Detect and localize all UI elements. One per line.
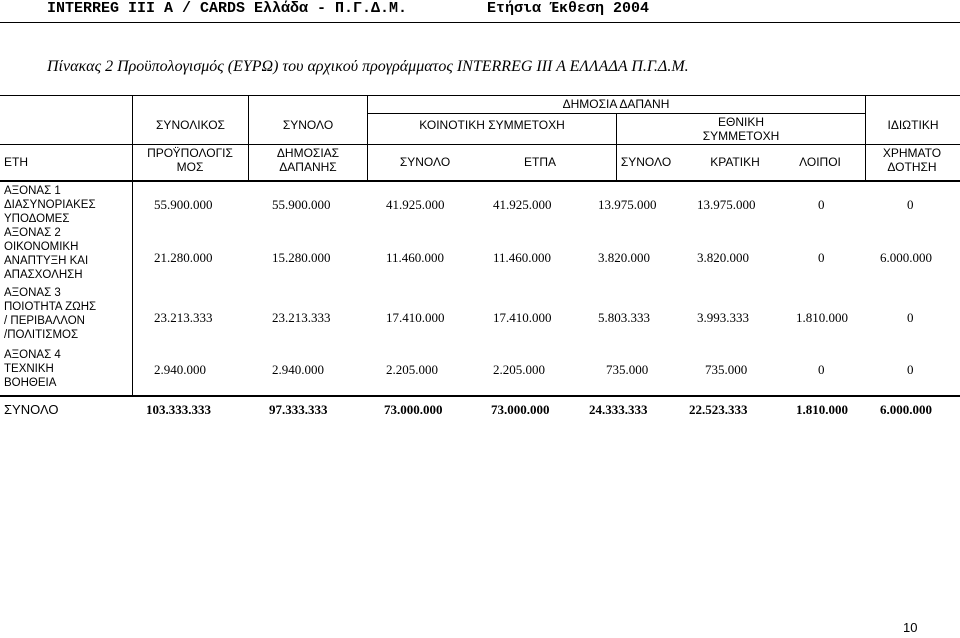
cell-private: 0 <box>907 362 914 377</box>
cell-private: 0 <box>907 197 914 212</box>
cell-grand-total: 21.280.000 <box>154 250 213 265</box>
grid-line <box>132 95 133 396</box>
cell-state: 735.000 <box>705 362 748 377</box>
cell-other: 1.810.000 <box>796 310 848 325</box>
total-etpa: 73.000.000 <box>491 402 550 417</box>
cell-other: 0 <box>818 197 825 212</box>
total-label: ΣΥΝΟΛΟ <box>4 402 59 417</box>
grand-total-header-bottom: ΠΡΟΫΠΟΛΟΓΙΣ ΜΟΣ <box>147 146 233 174</box>
cell-community-total: 17.410.000 <box>386 310 445 325</box>
cell-grand-total: 2.940.000 <box>154 362 206 377</box>
cell-etpa: 17.410.000 <box>493 310 552 325</box>
grand-total-header-top: ΣΥΝΟΛΙΚΟΣ <box>156 118 225 132</box>
table-caption: Πίνακας 2 Προϋπολογισμός (ΕΥΡΩ) του αρχικού προγράμματος INTERREG III A ΕΛΛΑΔΑ Π.Γ.Δ.Μ. <box>47 58 689 75</box>
page-header <box>0 0 960 20</box>
public-total-header-bottom: ΔΗΜΟΣΙΑΣ ΔΑΠΑΝΗΣ <box>276 146 340 174</box>
total-state: 22.523.333 <box>689 402 748 417</box>
cell-state: 13.975.000 <box>697 197 756 212</box>
cell-etpa: 41.925.000 <box>493 197 552 212</box>
etpa-header: ΕΤΠΑ <box>523 155 556 169</box>
cell-public-total: 23.213.333 <box>272 310 331 325</box>
cell-etpa: 2.205.000 <box>493 362 545 377</box>
cell-national-total: 735.000 <box>606 362 649 377</box>
row-label: ΑΞΟΝΑΣ 3 ΠΟΙΟΤΗΤΑ ΖΩΗΣ / ΠΕΡΙΒΑΛΛΟΝ /ΠΟΛΙΤΙΣΜΟΣ <box>4 287 97 341</box>
cell-national-total: 5.803.333 <box>598 310 650 325</box>
grid-line <box>616 113 617 181</box>
sub-total-1-header: ΣΥΝΟΛΟ <box>399 155 451 169</box>
row-label: ΑΞΟΝΑΣ 1 ΔΙΑΣΥΝΟΡΙΑΚΕΣ ΥΠΟΔΟΜΕΣ <box>4 185 96 225</box>
cell-etpa: 11.460.000 <box>493 250 552 265</box>
total-national-total: 24.333.333 <box>589 402 648 417</box>
cell-grand-total: 55.900.000 <box>154 197 213 212</box>
grid-line <box>0 95 960 96</box>
grid-line <box>0 180 960 182</box>
total-private: 6.000.000 <box>880 402 932 417</box>
state-header: ΚΡΑΤΙΚΗ <box>710 155 760 169</box>
cell-grand-total: 23.213.333 <box>154 310 213 325</box>
row-label: ΑΞΟΝΑΣ 2 ΟΙΚΟΝΟΜΙΚΗ ΑΝΑΠΤΥΞΗ ΚΑΙ ΑΠΑΣΧΟΛΗΣΗ <box>4 227 89 281</box>
cell-state: 3.993.333 <box>697 310 749 325</box>
public-total-header-top: ΣΥΝΟΛΟ <box>282 118 334 132</box>
cell-public-total: 55.900.000 <box>272 197 331 212</box>
cell-private: 0 <box>907 310 914 325</box>
cell-state: 3.820.000 <box>697 250 749 265</box>
grid-line <box>367 113 865 114</box>
sub-total-2-header: ΣΥΝΟΛΟ <box>620 155 672 169</box>
public-spending-group-header: ΔΗΜΟΣΙΑ ΔΑΠΑΝΗ <box>562 97 670 111</box>
cell-other: 0 <box>818 250 825 265</box>
private-header: ΙΔΙΩΤΙΚΗ <box>887 118 939 132</box>
page-number: 10 <box>903 620 918 635</box>
cell-national-total: 13.975.000 <box>598 197 657 212</box>
header-left: INTERREG III A / CARDS Ελλάδα - Π.Γ.Δ.Μ. <box>47 0 408 17</box>
cell-national-total: 3.820.000 <box>598 250 650 265</box>
total-community-total: 73.000.000 <box>384 402 443 417</box>
cell-community-total: 11.460.000 <box>386 250 445 265</box>
cell-community-total: 41.925.000 <box>386 197 445 212</box>
grid-line <box>248 95 249 181</box>
cell-private: 6.000.000 <box>880 250 932 265</box>
cell-public-total: 2.940.000 <box>272 362 324 377</box>
financing-header: ΧΡΗΜΑΤΟ ΔΟΤΗΣΗ <box>882 146 942 174</box>
grid-line <box>0 395 960 397</box>
header-rule <box>0 22 960 23</box>
cell-public-total: 15.280.000 <box>272 250 331 265</box>
total-grand-total: 103.333.333 <box>146 402 211 417</box>
row-label: ΑΞΟΝΑΣ 4 ΤΕΧΝΙΚΗ ΒΟΗΘΕΙΑ <box>4 349 61 389</box>
cell-community-total: 2.205.000 <box>386 362 438 377</box>
cell-other: 0 <box>818 362 825 377</box>
total-other: 1.810.000 <box>796 402 848 417</box>
grid-line <box>0 144 960 145</box>
community-header: ΚΟΙΝΟΤΙΚΗ ΣΥΜΜΕΤΟΧΗ <box>419 118 565 132</box>
header-right: Ετήσια Έκθεση 2004 <box>487 0 650 17</box>
total-public-total: 97.333.333 <box>269 402 328 417</box>
year-header: ΕΤΗ <box>4 155 28 169</box>
national-header: ΕΘΝΙΚΗ ΣΥΜΜΕΤΟΧΗ <box>702 115 780 143</box>
grid-line <box>865 95 866 181</box>
other-header: ΛΟΙΠΟΙ <box>799 155 841 169</box>
